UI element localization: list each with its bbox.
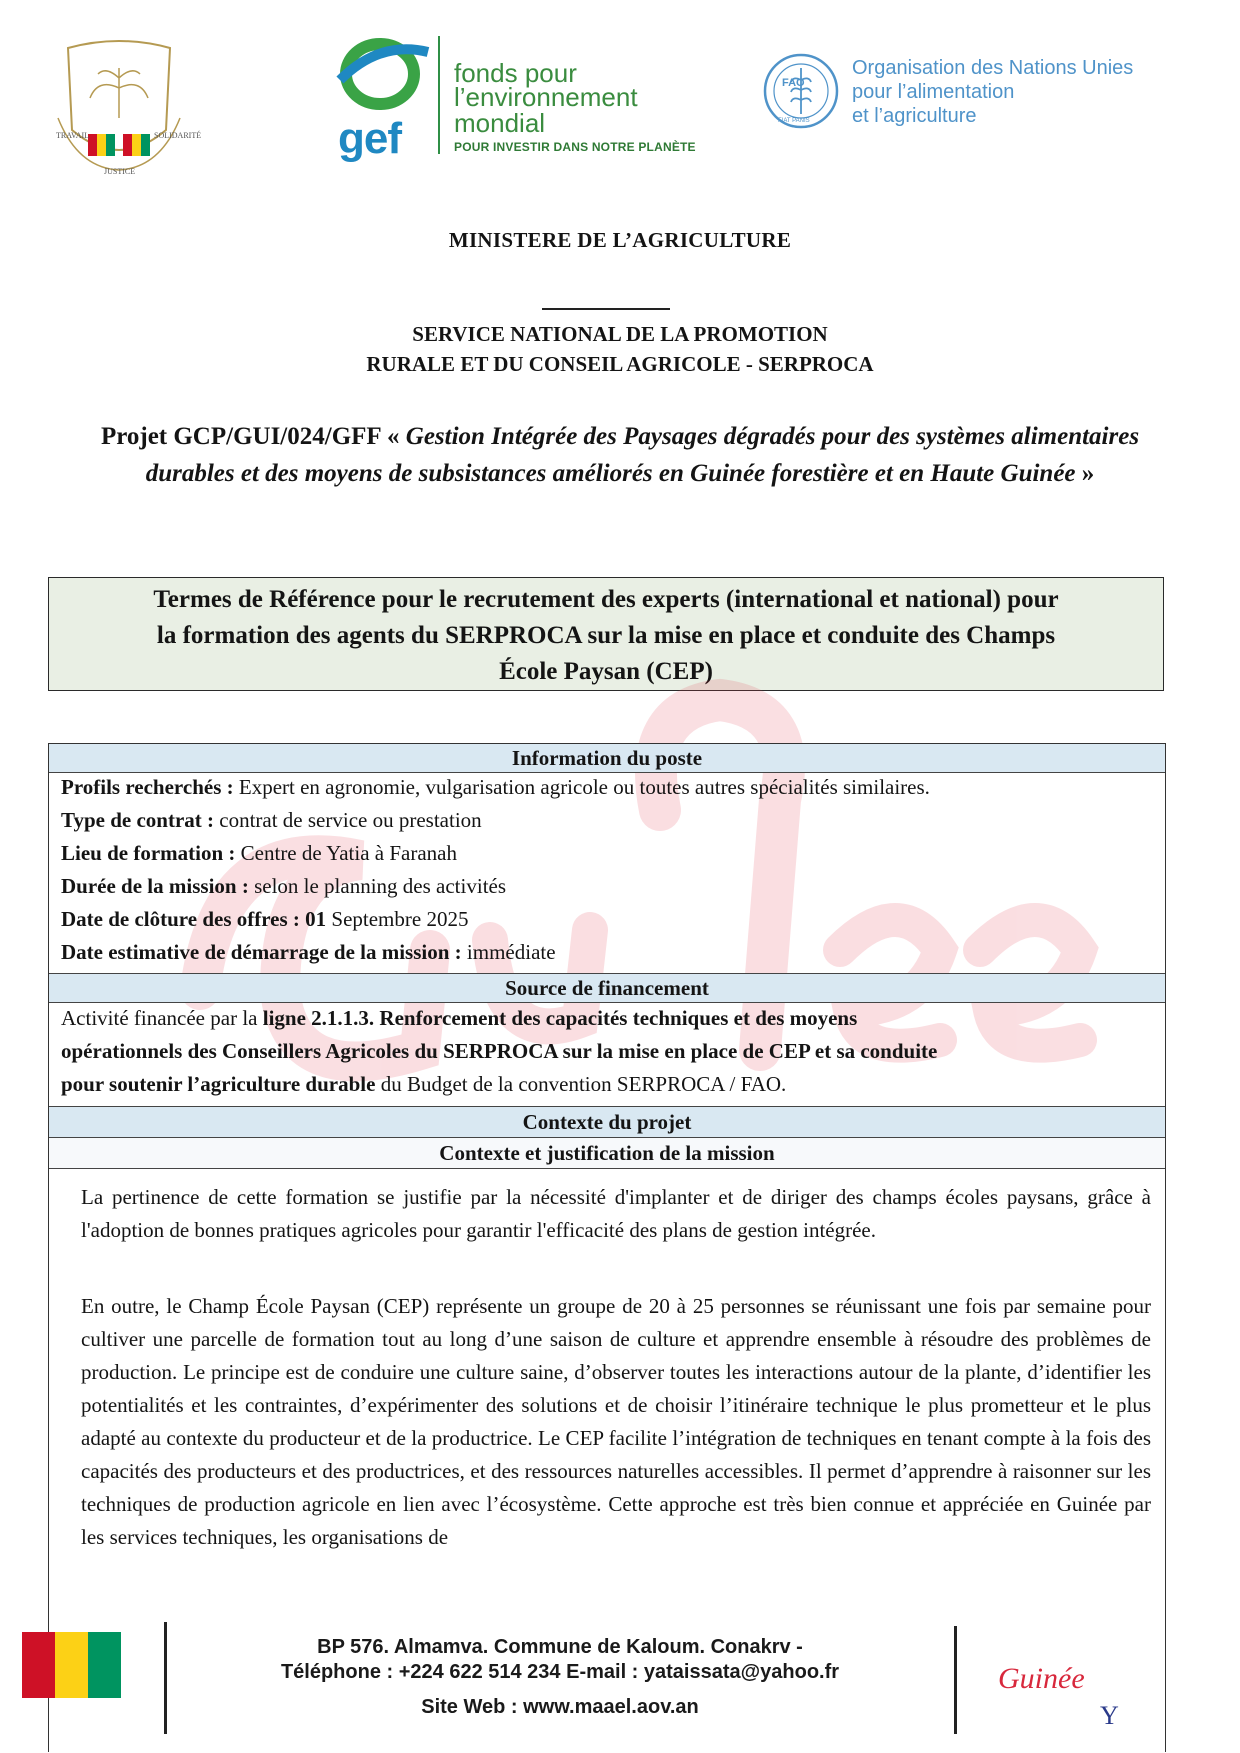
field-profiles — [61, 775, 930, 800]
footer-divider-left — [164, 1622, 167, 1734]
context-paragraph-1: La pertinence de cette formation se justifie par la nécessité d'implanter et de diriger des champs écoles paysans, grâce à l'adoption de bonnes pratiques agricoles pour garantir l'efficacité des plans de gestion intégrée. — [81, 1185, 1151, 1242]
gef-name-line1: fonds pour — [454, 58, 577, 88]
guinee-brand-text: Guinée — [998, 1662, 1085, 1695]
gef-name-line2: l’environnement — [454, 82, 638, 112]
field-value: contrat de service ou prestation — [219, 808, 482, 832]
funding-prefix: Activité financée par la — [61, 1006, 258, 1030]
funding-line1 — [61, 1006, 857, 1031]
tor-title-line2: la formation des agents du SERPROCA sur la mise en place et conduite des Champs — [156, 622, 1056, 649]
funding-budget-line-end: pour soutenir l’agriculture durable — [61, 1072, 376, 1096]
field-value: selon le planning des activités — [254, 874, 507, 898]
funding-suffix: du Budget de la convention SERPROCA / FAO. — [380, 1072, 787, 1096]
fao-emblem-motto: FIAT PANIS — [778, 118, 810, 124]
field-value-day: 01 — [305, 907, 327, 931]
fao-name-line3: et l’agriculture — [852, 105, 977, 127]
fao-emblem-icon — [762, 52, 840, 130]
tor-title-line1: Termes de Référence pour le recrutement des experts (international et national) pour — [153, 586, 1059, 613]
project-title — [64, 418, 1176, 492]
title-divider — [542, 308, 670, 310]
footer-address: BP 576. Almamva. Commune de Kaloum. Conakrv - — [317, 1636, 803, 1658]
field-mission-duration — [61, 874, 506, 899]
field-label: Lieu de formation : — [61, 841, 236, 865]
gef-acronym: gef — [338, 114, 401, 163]
funding-line3 — [61, 1072, 786, 1097]
coat-of-arms-logo — [48, 38, 202, 178]
tor-title-line3: École Paysan (CEP) — [499, 658, 713, 685]
field-contract-type — [61, 808, 482, 833]
project-name: Gestion Intégrée des Paysages dégradés pour des systèmes alimentaires durables et des moyens de subsistances améliorés en Guinée forestière et en Haute Guinée — [145, 423, 1140, 487]
guinea-flag-icon — [22, 1632, 120, 1698]
service-title-line1: SERVICE NATIONAL DE LA PROMOTION — [412, 322, 828, 346]
field-label: Type de contrat : — [61, 808, 214, 832]
funding-budget-line: ligne 2.1.1.3. Renforcement des capacités techniques et des moyens — [262, 1006, 858, 1030]
job-info-table — [48, 743, 1166, 1752]
fao-name-line1: Organisation des Nations Unies — [852, 57, 1134, 79]
section-heading-funding: Source de financement — [49, 973, 1165, 1003]
project-code: Projet GCP/GUI/024/GFF « — [100, 423, 400, 450]
gef-name-line3: mondial — [454, 108, 546, 138]
gef-logo — [320, 30, 760, 163]
fao-logo — [762, 50, 1162, 140]
fao-name-line2: pour l’alimentation — [852, 81, 1015, 103]
section-heading-information: Information du poste — [49, 744, 1165, 773]
project-close-quote: » — [1081, 460, 1095, 487]
guinee-brand-logo — [992, 1648, 1132, 1728]
coat-motto-left: TRAVAIL — [56, 131, 90, 140]
context-paragraph-2: En outre, le Champ École Paysan (CEP) représente un groupe de 20 à 25 personnes se réunissant une fois par semaine pour cultiver une parcelle de formation tout au long d’une saison de culture et apprendre ensemble à résoudre des problèmes de production. Le principe est de conduire une culture saine, d’observer toutes les interactions autour de la plante, d’identifier les potentialités et les contraintes, d’expérimenter des solutions et de choisir l’itinéraire technique le plus prometteur et le plus adapté au contexte du producteur et de la productrice. Le CEP facilite l’intégration de techniques en tenant compte à la fois des capacités des producteurs et des productrices, et des ressources naturelles accessibles. Il permet d’apprendre à raisonner sur les techniques de production agricole en lien avec l’écosystème. Cette approche est très bien connue et appréciée en Guinée par les services techniques, les organisations de — [81, 1294, 1151, 1549]
field-label: Date de clôture des offres : — [61, 907, 300, 931]
field-value: immédiate — [466, 940, 556, 964]
section-heading-context: Contexte du projet — [49, 1106, 1165, 1138]
field-label: Profils recherchés : — [61, 775, 234, 799]
field-value: Expert en agronomie, vulgarisation agricole ou toutes autres spécialités similaires. — [238, 775, 930, 799]
footer-website: Site Web : www.maael.aov.an — [421, 1696, 699, 1718]
field-closing-date — [61, 907, 468, 932]
funding-budget-line-cont: opérationnels des Conseillers Agricoles du SERPROCA sur la mise en place de CEP et sa conduite — [61, 1039, 938, 1063]
field-label: Durée de la mission : — [61, 874, 249, 898]
coat-motto-bottom: JUSTICE — [104, 167, 136, 176]
section-subheading-justification: Contexte et justification de la mission — [49, 1138, 1165, 1169]
field-value: Centre de Yatia à Faranah — [240, 841, 458, 865]
footer-contact: Téléphone : +224 622 514 234 E-mail : yataissata@yahoo.fr — [280, 1661, 840, 1683]
field-label: Date estimative de démarrage de la mission : — [61, 940, 462, 964]
field-value: Septembre 2025 — [331, 907, 469, 931]
field-training-location — [61, 841, 457, 866]
coat-motto-right: SOLIDARITÉ — [154, 131, 202, 140]
fao-emblem-text: FAO — [782, 77, 805, 89]
footer-divider-right — [954, 1626, 957, 1734]
gef-tagline: POUR INVESTIR DANS NOTRE PLANÈTE — [454, 140, 696, 154]
ministry-title: MINISTERE DE L’AGRICULTURE — [448, 228, 792, 252]
signature-mark: Y — [1100, 1701, 1119, 1730]
funding-line2 — [61, 1039, 937, 1064]
tor-title-box — [48, 577, 1164, 691]
field-start-date — [61, 940, 556, 965]
service-title-line2: RURALE ET DU CONSEIL AGRICOLE - SERPROCA — [366, 352, 874, 376]
